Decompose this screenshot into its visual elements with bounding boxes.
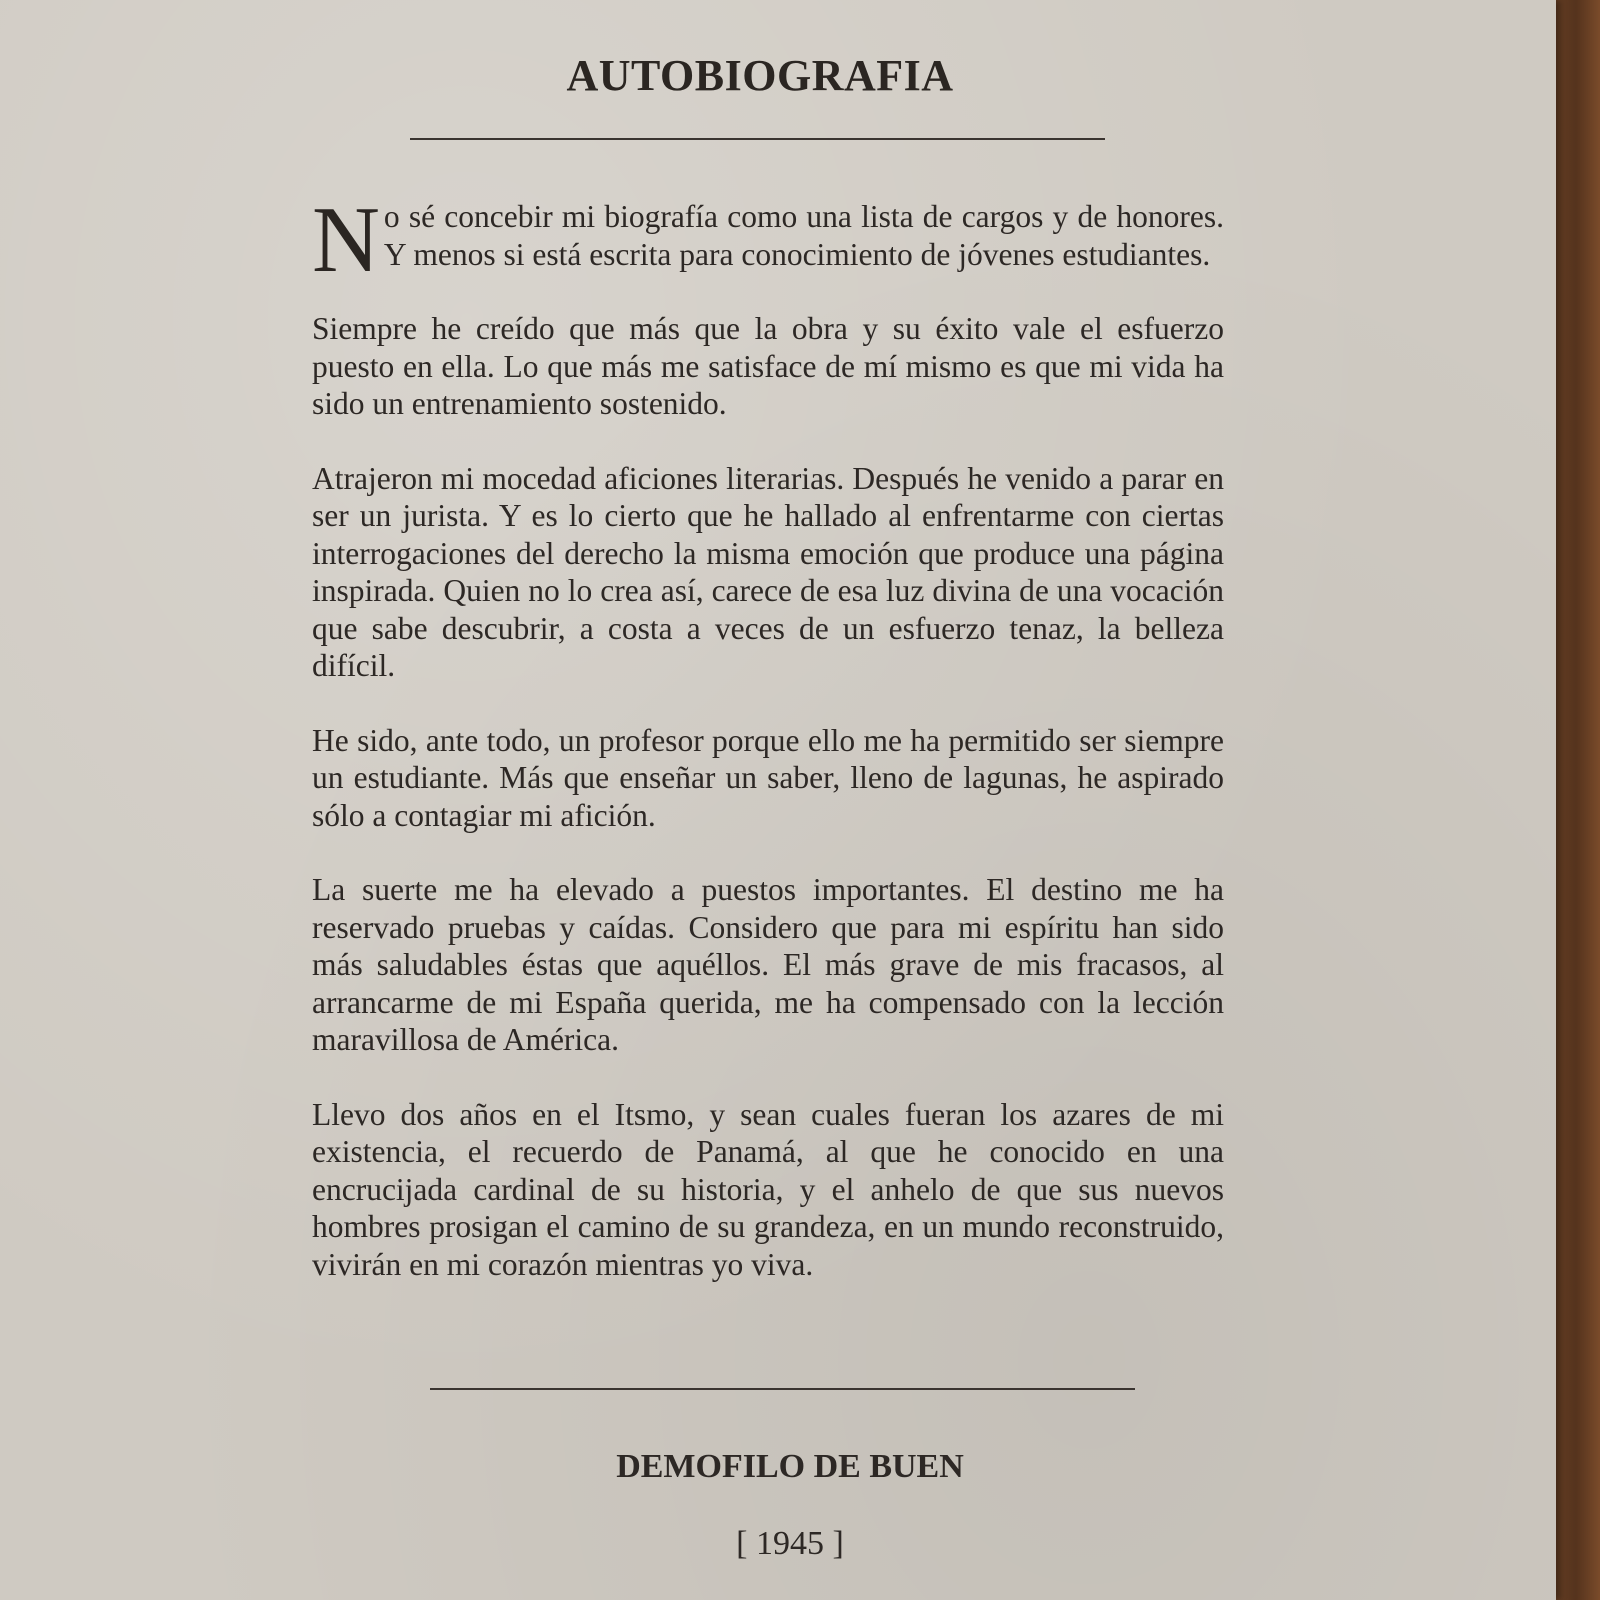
autobiography-text: [312, 188, 1224, 1320]
paragraph-2: Siempre he creído que más que la obra y su éxito vale el esfuerzo puesto en ella. Lo que más me satisface de mí mismo es que mi vida ha sido un entrenamiento sostenido.: [312, 311, 1224, 421]
paragraph-4: He sido, ante todo, un profesor porque ello me ha permitido ser siempre un estudiante. Más que enseñar un saber, lleno de lagunas, he aspirado sólo a contagiar mi afición.: [312, 722, 1224, 833]
publication-year: [ 1945 ]: [736, 1525, 844, 1562]
page-title: AUTOBIOGRAFIA: [566, 51, 954, 100]
signature-divider: [430, 1388, 1135, 1390]
title-divider: [410, 138, 1105, 140]
paragraph-5: La suerte me ha elevado a puestos importantes. El destino me ha reservado pruebas y caídas. Considero que para mi espíritu han sido más saludables éstas que aquéllos. El más grave de mis fracasos, al arrancarme de mi España querida, me ha compensado con la lección maravillosa de América.: [312, 872, 1224, 1057]
drop-cap: N: [312, 188, 380, 292]
paragraph-6: Llevo dos años en el Itsmo, y sean cuales fueran los azares de mi existencia, el recuerdo de Panamá, al que he conocido en una encrucijada cardinal de su historia, y el anhelo de que sus nuevos hombres prosigan el camino de su grandeza, en un mundo reconstruido, vivirán en mi corazón mientras yo viva.: [312, 1096, 1224, 1282]
paragraph-3: Atrajeron mi mocedad aficiones literarias. Después he venido a parar en ser un jurista. Y es lo cierto que he hallado al enfrentarme con ciertas interrogaciones del derecho la misma emoción que produce una página inspirada. Quien no lo crea así, carece de esa luz divina de una vocación que sabe descubrir, a costa a veces de un esfuerzo tenaz, la belleza difícil.: [312, 460, 1224, 683]
author-name: DEMOFILO DE BUEN: [616, 1448, 964, 1485]
paragraph-1: [312, 188, 1224, 292]
paragraph-1-text: o sé concebir mi biografía como una lista de cargos y de honores. Y menos si está escrita para conocimiento de jóvenes estudiantes.: [383, 199, 1224, 272]
